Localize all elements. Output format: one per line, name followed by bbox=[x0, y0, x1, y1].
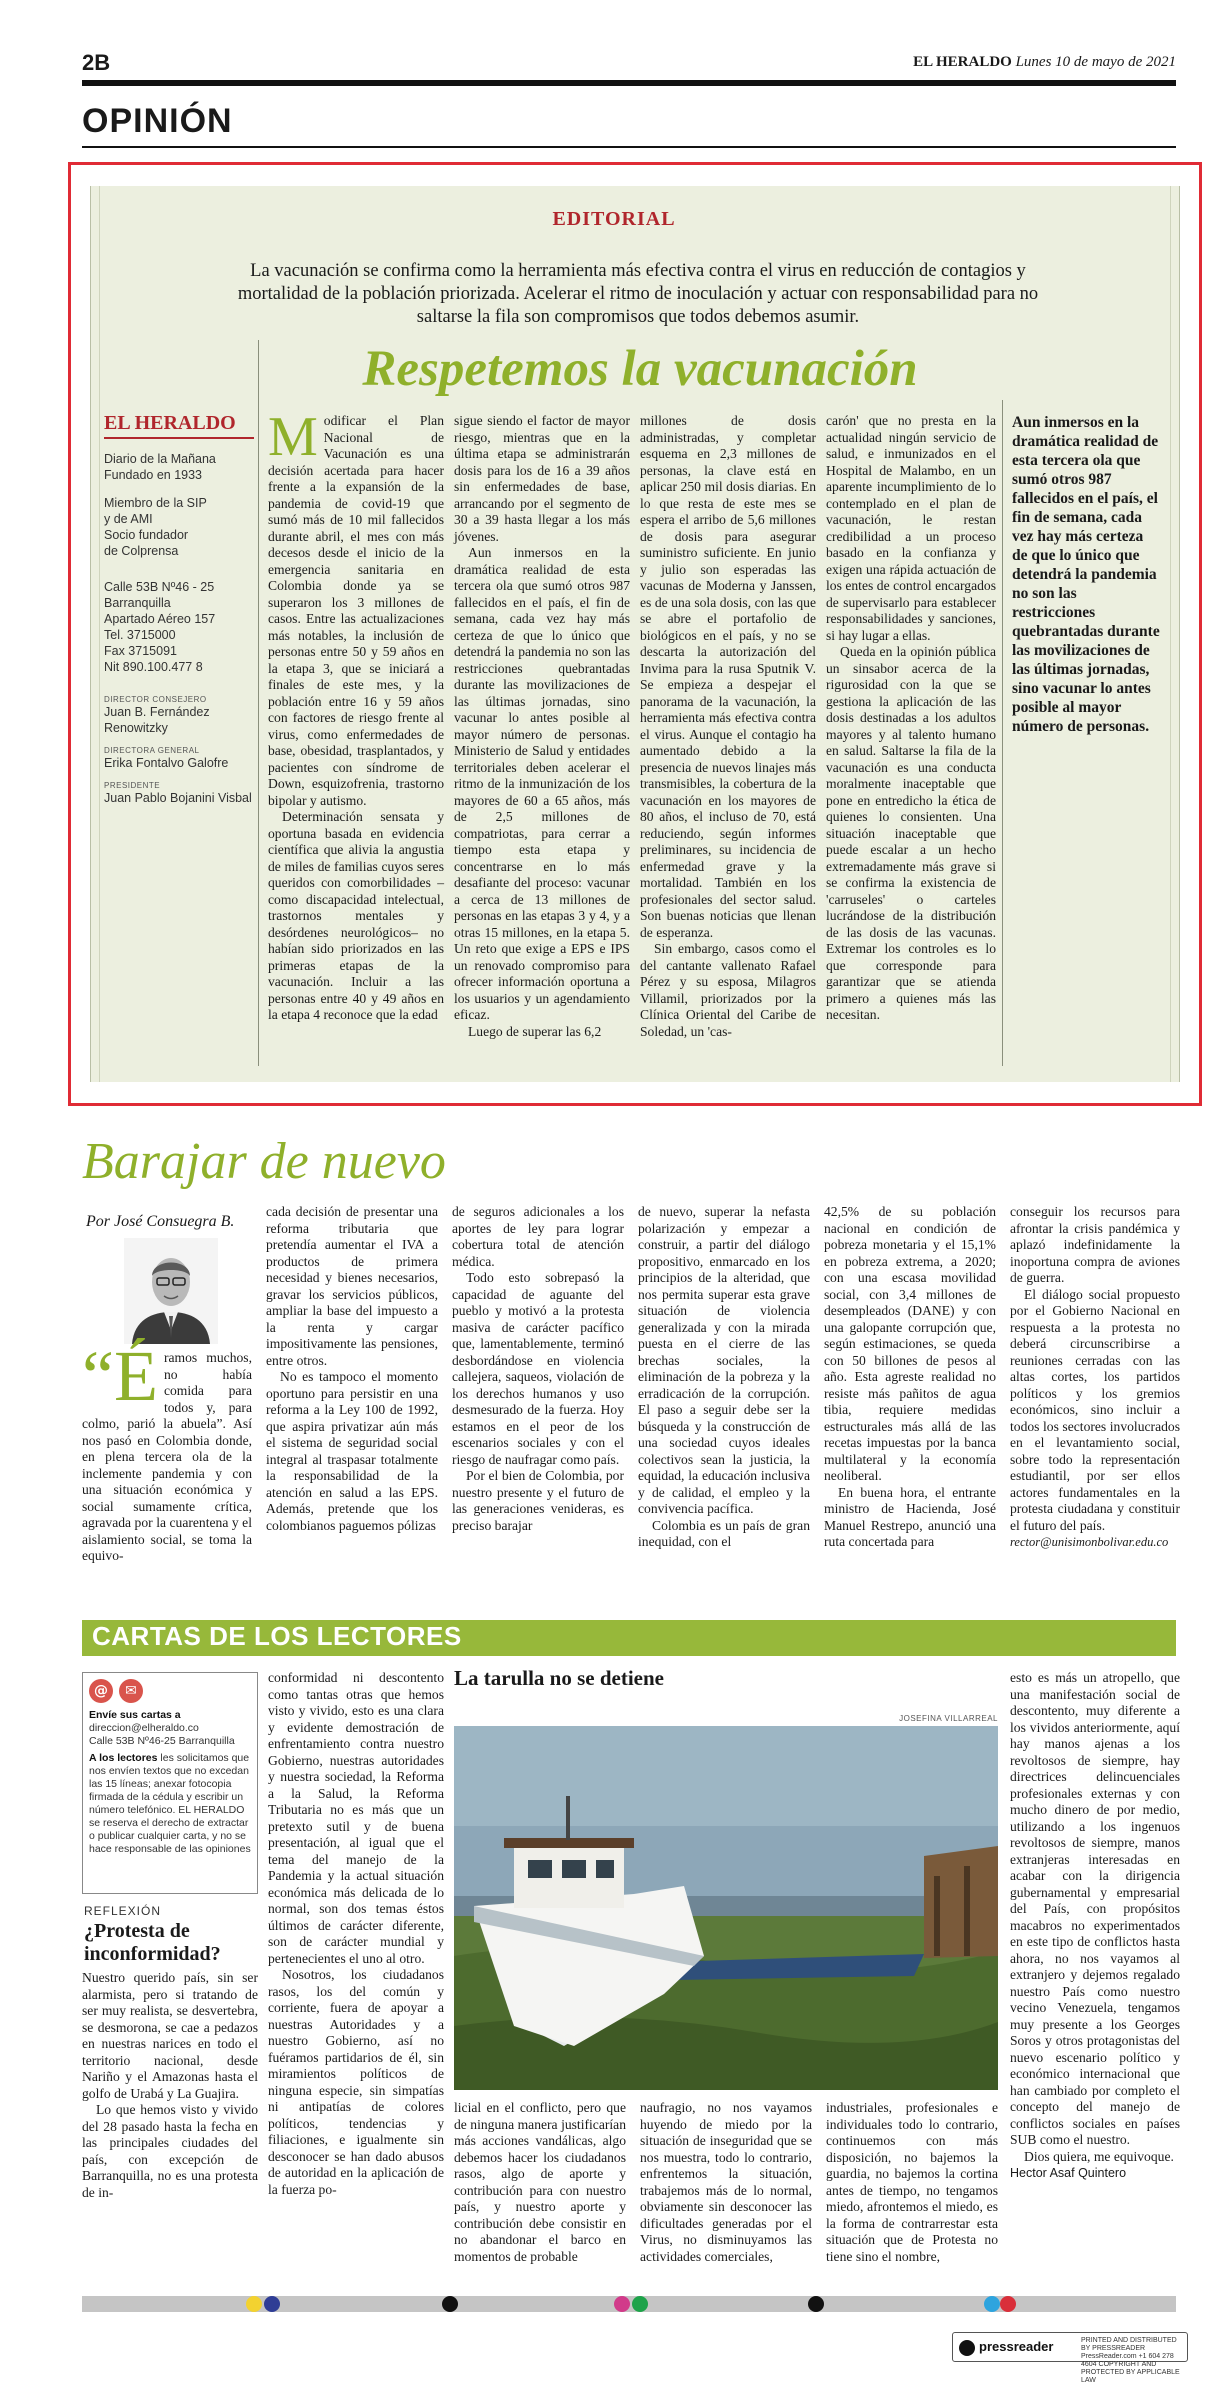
masthead-role: DIRECTOR CONSEJERO bbox=[104, 695, 207, 704]
letter-paragraph: industriales, profesionales e individuales todo lo contrario, continuemos con más disposición, no bajemos la guardia, no bajemos la cortina antes de tiempo, no tengamos miedo, afrontemos el miedo, es la forma de contrarrestar esta situación que de Protesta no tiene sino el nombre, bbox=[826, 2100, 998, 2264]
author-photo bbox=[124, 1238, 218, 1344]
letter-col-4 bbox=[640, 2100, 812, 2276]
masthead-line: de Colprensa bbox=[104, 544, 179, 558]
column-col-2 bbox=[266, 1204, 438, 1584]
editorial-paragraph: Sin embargo, casos como el del cantante vallenato Rafael Pérez y su esposa, Milagros Villamil, priorizados por la Clínica Oriental del Caribe de Soledad, un 'cas- bbox=[640, 941, 816, 1039]
cartas-box-title: Envíe sus cartas a bbox=[89, 1709, 181, 1721]
editorial-dropcap: M bbox=[268, 406, 318, 468]
boat-photo bbox=[454, 1726, 998, 2090]
letter-paragraph: Nuestro querido país, sin ser alarmista, pero si tratando de ser muy realista, se desvertebra, se desmorona, se cae a pedazos en nuestras narices en todo el territorio nacional, desde Nariño y el Amazonas hasta el golfo de Urabá y La Guajira. bbox=[82, 1970, 258, 2101]
editorial-paragraph: Aun inmersos en la dramática realidad de esta tercera ola que sumó otros 987 fallecidos en el país, el fin de semana, cada vez hay más certeza de que lo único que detendrá la pandemia no son las restricciones quebrantadas durante las movilizaciones de las últimas jornadas, sino vacunar lo antes posible al mayor número de personas. Ministerio de Salud y entidades territoriales deben acelerar el ritmo de la inmunización de los mayores de 60 a 65 años, más de 2,5 millones de compatriotas, para cerrar a tiempo esta etapa y concentrarse en lo más desafiante del proceso: vacunar a cerca de 13 millones de personas en las etapas 3 y 4, y a otras 15 millones, en la etapa 5. Un reto que exige a EPS e IPS un renovado compromiso para ofrecer información oportuna a los usuarios y un agendamiento eficaz. bbox=[454, 545, 630, 1022]
editorial-column-4 bbox=[826, 413, 996, 1068]
editorial-kicker: EDITORIAL bbox=[552, 208, 676, 230]
editorial-column-3 bbox=[640, 413, 816, 1068]
editorial-paragraph: Modificar el Plan Nacional de Vacunación es una decisión acertada para hacer frente a la expansión de la pandemia de covid-19 que sumó más de 10 mil fallecidos durante abril, el mes con más decesos desde el inicio de la emergencia sanitaria en Colombia donde ya se superaron los 3 millones de casos. Entre las actualizaciones más notables, la inclusión de personas entre 50 y 59 años en la etapa 3, que se iniciará a finales de este mes, y la población entre 16 y 59 años con factores de riesgo frente al virus, como enfermedades de base, obesidad, trasplantados, y pacientes con síndrome de Down, esquizofrenia, trastorno bipolar y autismo. bbox=[268, 406, 444, 808]
letter-col-2 bbox=[268, 1670, 444, 2276]
cartas-info-box bbox=[82, 1672, 258, 1894]
column-paragraph: Todo esto sobrepasó la capacidad de aguante del pueblo y motivó a la protesta masiva de carácter pacífico que, lamentablemente, terminó desbordándose en violencia callejera, saqueos, violación de los derechos humanos y uso desmesurado de la fuerza. Hoy estamos en el peor de los escenarios sociales y con el riesgo de naufragar como país. bbox=[452, 1270, 624, 1467]
editorial-paragraph: carón' que no presta en la actualidad ningún servicio de salud, e inmunizados en el Hospital de Malambo, en un aparente incumplimiento de lo contemplado en el plan de vacunación, le restan credibilidad a un proceso basado en la confianza y exigen una rápida actuación de los entes de control encargados de supervisarlo para establecer responsabilidades y sanciones, si hay lugar a ellas. bbox=[826, 413, 996, 643]
masthead-name: Juan Pablo Bojanini Visbal bbox=[104, 791, 252, 805]
editorial-column-1 bbox=[268, 406, 444, 1068]
masthead-role: DIRECTORA GENERAL bbox=[104, 746, 200, 755]
letter-paragraph: Nosotros, los ciudadanos rasos, los del común y corriente, fuera de apoyar a nuestras Autoridades y a nuestro Gobierno, así no fuéramos partidarios de él, sin miramientos políticos de ninguna especie, sin simpatías ni antipatías de colores políticos, tendencias y filiaciones, e igualmente sin desconocer se han dado abusos de autoridad en la aplicación de la fuerza po- bbox=[268, 1967, 444, 2197]
letter-headline: ¿Protesta de inconformidad? bbox=[84, 1920, 221, 1965]
masthead-address: Apartado Aéreo 157 bbox=[104, 612, 216, 626]
author-email[interactable]: rector@unisimonbolivar.edu.co bbox=[1010, 1535, 1169, 1549]
column-paragraph: En buena hora, el entrante ministro de Hacienda, José Manuel Restrepo, anunció una ruta concertada para bbox=[824, 1484, 996, 1549]
registration-dot bbox=[1000, 2296, 1016, 2312]
page-number: 2B bbox=[82, 50, 111, 75]
column-col-4 bbox=[638, 1204, 810, 1584]
masthead-line: Diario de la Mañana bbox=[104, 452, 216, 466]
column-paragraph: “É ramos muchos, no había comida para todos y, para colmo, parió la abuela”. Así nos pasó en Colombia donde, en plena tercera ola de la inclemente pandemia y con una situación económica y social sumamente crítica, agravada por la cuarentena y el aislamiento social, se toma la equivo- bbox=[82, 1336, 252, 1563]
editorial-paragraph: millones de dosis administradas, y completar esquema en 2,3 millones de personas, la clave está en aplicar 250 mil dosis diarias. En lo que resta de este mes se espera el arribo de 5,6 millones de dosis para asegurar suministro suficiente. En junio y julio son esperadas las vacunas de Moderna y Janssen, es de una sola dosis, con las que se abre el portafolio de biológicos en el país, y no se descarta la autorización del Invima para la rusa Sputnik V. Se empieza a despejar el panorama de la vacunación, la herramienta más efectiva contra el virus. Aunque el contagio ha aumentado debido a la presencia de nuevos linajes más transmisibles, la cobertura de la vacunación en los mayores de 80 años, el incluso de 70, está reduciendo, según informes preliminares, su incidencia de enfermedad grave y la mortalidad. También en los profesionales del sector salud. Son buenas noticias que llenan de esperanza. bbox=[640, 413, 816, 940]
column-paragraph: de nuevo, superar la nefasta polarización y empezar a construir, a partir del diálogo propositivo, enmarcado en los principios de la alteridad, que nos permita superar esta grave situación de violencia generalizada y con la mirada puesta en el cierre de las brechas sociales, la eliminación de la pobreza y la erradicación de la corrupción. El paso a seguir debe ser la búsqueda y la construcción de una sociedad cuyos ideales colectivos sean la justicia, la equidad, la educación inclusiva y de calidad, el empleo y la convivencia pacífica. bbox=[638, 1204, 810, 1516]
letter-paragraph: naufragio, no nos vayamos huyendo de miedo por la situación de inseguridad que se nos muestra, todo lo contrario, enfrentemos la situación, trabajemos más de lo normal, obviamente sin desconocer las dificultades generadas por el Virus, no disminuyamos las actividades comerciales, bbox=[640, 2100, 812, 2264]
registration-dot bbox=[264, 2296, 280, 2312]
column-paragraph: cada decisión de presentar una reforma tributaria que pretendía aumentar el IVA a productos de primera necesidad y bienes necesarios, gravar los servicios públicos, ampliar la base del impuesto a la renta y cargar impositivamente las pensiones, entre otros. bbox=[266, 1204, 438, 1368]
column-divider bbox=[1002, 400, 1003, 1066]
pressreader-icon bbox=[959, 2340, 975, 2356]
column-paragraph: Por el bien de Colombia, por nuestro presente y el futuro de las generaciones venideras, es preciso barajar bbox=[452, 1468, 624, 1533]
masthead-line: y de AMI bbox=[104, 512, 153, 526]
paper-dateline bbox=[913, 54, 1176, 71]
letter-paragraph: Dios quiera, me equivoque. bbox=[1024, 2148, 1174, 2164]
column-paragraph: El diálogo social propuesto por el Gobierno Nacional en respuesta a la protesta no deberá circunscribirse a reuniones cerradas con las altas cortes, los partidos políticos y los gremios económicos, sino incluir a todos los sectores involucrados en el levantamiento social, sobre todo la representación estudiantil, por ser ellos actores fundamentales en la protesta ciudadana y constituir el futuro del país. bbox=[1010, 1286, 1180, 1533]
editorial-paragraph: sigue siendo el factor de mayor riesgo, mientras que en la última etapa se administrarán dosis para los de 16 a 39 años sin enfermedades de base, arrancando por el segmento de 30 a 39 hasta llegar a los más jóvenes. bbox=[454, 413, 630, 544]
editorial-pullquote: Aun inmersos en la dramática realidad de esta tercera ola que sumó otros 987 fallecidos en el país, el fin de semana, cada vez hay más certeza de que lo único que detendrá la pandemia no son las restricciones quebrantadas durante las movilizaciones de las últimas jornadas, sino vacunar lo antes posible al mayor número de personas. bbox=[1012, 414, 1160, 735]
paper-name: EL HERALDO bbox=[913, 54, 1012, 70]
letter-col-5 bbox=[826, 2100, 998, 2276]
masthead bbox=[104, 412, 254, 806]
editorial-paragraph: Luego de superar las 6,2 bbox=[468, 1023, 602, 1039]
at-sign-icon: @ bbox=[89, 1679, 113, 1703]
letter-paragraph: Lo que hemos visto y vivido del 28 pasado hasta la fecha en las principales ciudades del país, con excepción de Barranquilla, no es una protesta de in- bbox=[82, 2102, 258, 2200]
column-col-6 bbox=[1010, 1204, 1180, 1588]
column-col-3 bbox=[452, 1204, 624, 1584]
editorial-column-2 bbox=[454, 413, 630, 1068]
cartas-box-bold: A los lectores bbox=[89, 1752, 158, 1764]
column-col-1 bbox=[82, 1336, 252, 1586]
photo-credit: JOSEFINA VILLARREAL bbox=[899, 1714, 998, 1723]
envelope-icon: ✉ bbox=[119, 1679, 143, 1703]
column-paragraph: No es tampoco el momento oportuno para persistir en una reforma a la Ley 100 de 1992, que aspira privatizar aún más el sistema de seguridad social integral al traspasar totalmente la responsabilidad de la atención en salud a las EPS. Además, pretende que los colombianos paguemos pólizas bbox=[266, 1369, 438, 1533]
masthead-line: Miembro de la SIP bbox=[104, 496, 207, 510]
column-paragraph: conseguir los recursos para afrontar la crisis pandémica y aplazó indefinidamente la inoportuna compra de aviones de guerra. bbox=[1010, 1204, 1180, 1285]
masthead-logo: EL HERALDO bbox=[104, 412, 254, 439]
letter-kicker: REFLEXIÓN bbox=[84, 1904, 162, 1918]
cartas-box-text: les solicitamos que nos envíen textos que no excedan las 15 líneas; anexar fotocopia firmada de la cédula y escribir un número telefónico. EL HERALDO se reserva el derecho de extractar o publicar cualquier carta, y no se hace responsable de las opiniones bbox=[89, 1752, 251, 1855]
cartas-section-bar: CARTAS DE LOS LECTORES bbox=[82, 1620, 1176, 1656]
letter-paragraph: esto es más un atropello, que una manifestación social de descontento, muy diferente a los vividos anteriormente, aquí hay manos ajenas a los revoltosos de siempre, hay directrices delincuenciales profesionales externas y con mucho dinero de por medio, utilizando a los ingenuos revoltosos de siempre, manos extranjeras interesadas en acabar con la dirigencia gubernamental y empresarial del País, con propósitos macabros no experimentados en este tipo de conflictos hasta ahora, no nos vayamos al extranjero y dejemos regalado nuestro País como nuestro vecino Venezuela, tengamos muy presente a los Georges Soros y otros protagonistas del nuevo escenario político y económico internacional que han cambiado por completo el concepto del manejo de conflictos sociales en países SUB como el nuestro. bbox=[1010, 1670, 1180, 2147]
masthead-address: Fax 3715091 bbox=[104, 644, 177, 658]
registration-dot bbox=[808, 2296, 824, 2312]
issue-date: Lunes 10 de mayo de 2021 bbox=[1015, 54, 1176, 70]
masthead-address: Barranquilla bbox=[104, 596, 171, 610]
section-rule bbox=[82, 146, 1176, 148]
registration-dot bbox=[632, 2296, 648, 2312]
masthead-role: PRESIDENTE bbox=[104, 781, 161, 790]
editorial-paragraph: Determinación sensata y oportuna basada en evidencia científica que alivia la angustia de miles de familias cuyos seres queridos con comorbilidades –como discapacidad intelectual, trastornos mentales y desórdenes neurológicos– no habían sido priorizados en las primeras etapas de la vacunación. Incluir a las personas entre 40 y 49 años en la etapa 4 reconoce que la edad bbox=[268, 809, 444, 1022]
pressreader-notice: PRINTED AND DISTRIBUTED BY PRESSREADER PressReader.com +1 604 278 4604 COPYRIGHT AND PROTECTED BY APPLICABLE LAW bbox=[1081, 2337, 1180, 2384]
cartas-box-address: Calle 53B Nº46-25 Barranquilla bbox=[89, 1735, 235, 1747]
letter-paragraph: licial en el conflicto, pero que de ninguna manera justificarían más acciones vandálicas, algo debemos hacer los ciudadanos rasos, algo de aporte y contribución para con nuestro país, y nuestro aporte y contribución debe consistir en no abandonar el barco en momentos de probable bbox=[454, 2100, 626, 2264]
pressreader-badge[interactable] bbox=[952, 2332, 1188, 2384]
pressreader-brand: pressreader bbox=[979, 2339, 1054, 2354]
header-rule bbox=[82, 80, 1176, 86]
masthead-address: Nit 890.100.477 8 bbox=[104, 660, 203, 674]
letter-paragraph: conformidad ni descontento como tantas otras que hemos visto y vivido, esto es una clara y evidente demostración de enfrentamiento contra nuestro Gobierno, nuestras autoridades y nuestra sociedad, la Reforma a la Salud, la Reforma Tributaria no es más que un pretexto sutil y de buena presentación, al igual que el tema del manejo de la Pandemia y la actual situación económica más delicada de lo normal, son dos temas éstos últimos de carácter diferente, son de carácter mundial y pertenecientes el uno al otro. bbox=[268, 1670, 444, 1966]
column-headline: Barajar de nuevo bbox=[82, 1133, 446, 1190]
cartas-box-email[interactable]: direccion@elheraldo.co bbox=[89, 1722, 199, 1734]
photo-headline: La tarulla no se detiene bbox=[454, 1666, 664, 1690]
registration-dot bbox=[614, 2296, 630, 2312]
letter-signature: Hector Asaf Quintero bbox=[1010, 2166, 1127, 2180]
masthead-name: Juan B. Fernández Renowitzky bbox=[104, 705, 210, 735]
registration-dot bbox=[246, 2296, 262, 2312]
section-title: OPINIÓN bbox=[82, 102, 233, 140]
letter-col-3 bbox=[454, 2100, 626, 2276]
masthead-line: Socio fundador bbox=[104, 528, 189, 542]
column-byline: Por José Consuegra B. bbox=[86, 1213, 235, 1230]
column-paragraph: de seguros adicionales a los aportes de ley para lograr cobertura total de atención médica. bbox=[452, 1204, 624, 1269]
column-col-5 bbox=[824, 1204, 996, 1584]
editorial-lead: La vacunación se confirma como la herramienta más efectiva contra el virus en reducción de contagios y mortalidad de la población priorizada. Acelerar el ritmo de inoculación y actuar con responsabilidad para no saltarse la fila son compromisos que todos debemos asumir. bbox=[237, 261, 1039, 327]
editorial-paragraph: Queda en la opinión pública un sinsabor acerca de la rigurosidad con la que se gestiona la aplicación de las dosis destinadas a los adultos mayores y al talento humano en salud. Saltarse la fila de la vacunación es una conducta moralmente inaceptable que pone en entredicho la ética de quienes lo consienten. Una situación inaceptable que puede escalar a un hecho extremadamente más grave si se confirma la existencia de 'carruseles' o carteles lucrándose de la distribución de las dosis de las vacunas. Extremar los controles es lo que corresponde para garantizar que se atienda primero a quienes más las necesitan. bbox=[826, 644, 996, 1022]
masthead-line: Fundado en 1933 bbox=[104, 468, 203, 482]
column-divider bbox=[258, 340, 259, 1066]
masthead-address: Calle 53B Nº46 - 25 bbox=[104, 580, 215, 594]
letter-col-1 bbox=[82, 1970, 258, 2276]
column-dropcap: “É bbox=[82, 1336, 158, 1416]
column-paragraph: 42,5% de su población nacional en condición de pobreza monetaria y el 15,1% en pobreza extrema, a 2020; con una escasa movilidad social, con 3,4 millones de desempleados (DANE) y con una galopante corrupción que, según estimaciones, se queda con 50 billones de pesos al año. Esta agreste realidad no resiste más pañitos de agua tibia, requiere medidas estructurales más allá de las recetas impuestas por la banca multilateral y la economía neoliberal. bbox=[824, 1204, 996, 1483]
registration-dot bbox=[984, 2296, 1000, 2312]
registration-dot bbox=[442, 2296, 458, 2312]
masthead-name: Erika Fontalvo Galofre bbox=[104, 756, 229, 770]
masthead-address: Tel. 3715000 bbox=[104, 628, 176, 642]
column-paragraph: Colombia es un país de gran inequidad, con el bbox=[638, 1517, 810, 1549]
letter-col-6 bbox=[1010, 1670, 1180, 2276]
editorial-headline: Respetemos la vacunación bbox=[362, 341, 918, 397]
